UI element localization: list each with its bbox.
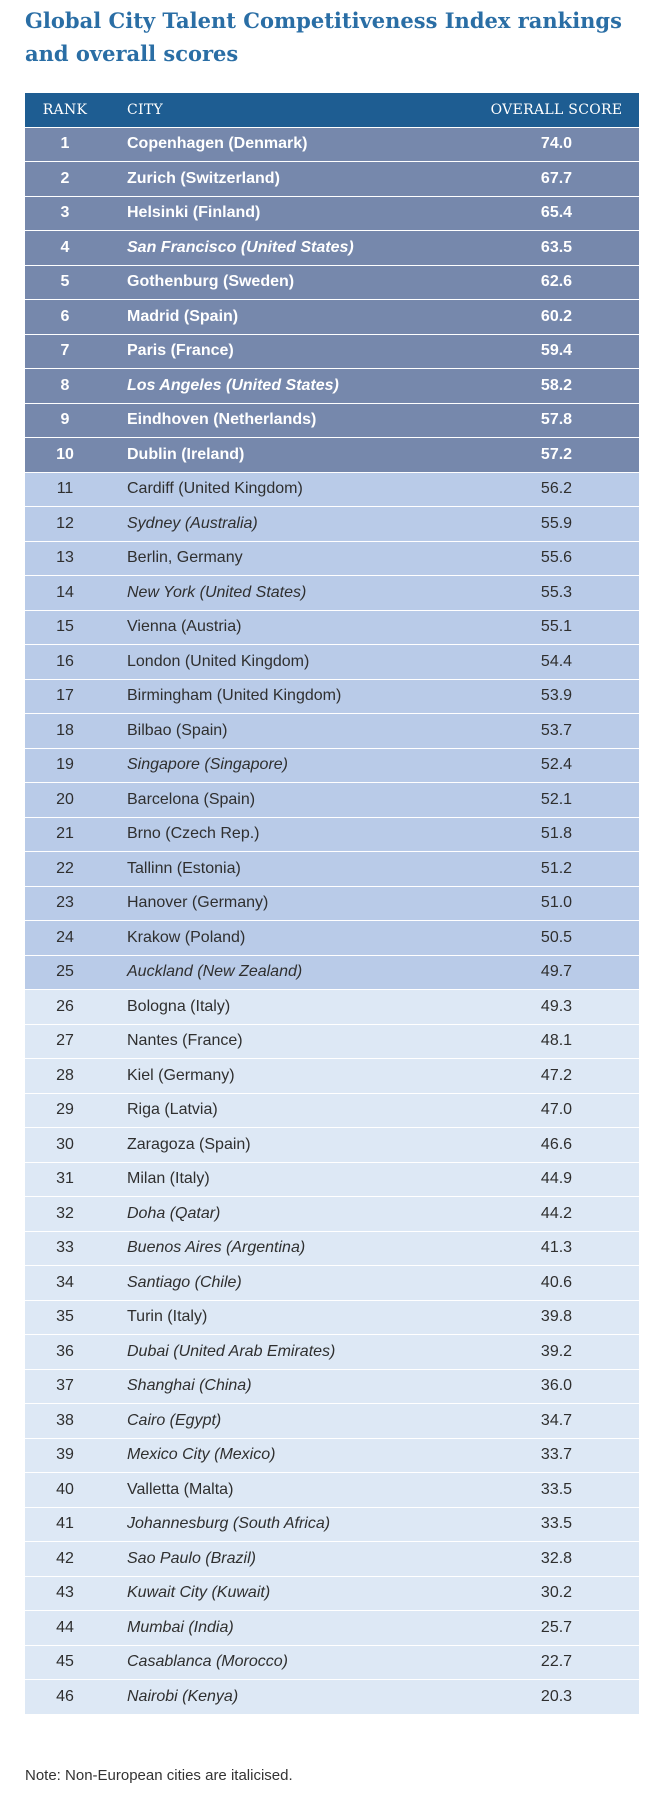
city-cell: Dublin (Ireland) xyxy=(127,445,245,463)
table-row xyxy=(25,1197,639,1232)
header-score: OVERALL SCORE xyxy=(490,101,623,118)
table-row xyxy=(25,300,639,335)
score-cell: 34.7 xyxy=(540,1411,573,1429)
city-cell: Santiago (Chile) xyxy=(127,1273,242,1291)
rank-cell: 40 xyxy=(56,1480,74,1498)
city-cell: Los Angeles (United States) xyxy=(127,376,339,394)
city-cell: San Francisco (United States) xyxy=(127,238,354,256)
city-cell: Zaragoza (Spain) xyxy=(127,1135,251,1153)
table-row xyxy=(25,1370,639,1405)
rank-cell: 44 xyxy=(56,1618,74,1636)
score-cell: 58.2 xyxy=(540,376,573,394)
city-cell: Riga (Latvia) xyxy=(127,1101,218,1119)
city-cell: Bologna (Italy) xyxy=(127,997,231,1015)
score-cell: 53.7 xyxy=(540,721,573,739)
score-cell: 55.9 xyxy=(540,514,573,532)
page-title: Global City Talent Competitiveness Index rankings and overall scores xyxy=(25,8,622,66)
city-cell: London (United Kingdom) xyxy=(127,652,310,670)
rank-cell: 46 xyxy=(56,1687,74,1705)
city-cell: Nantes (France) xyxy=(127,1032,243,1050)
score-cell: 65.4 xyxy=(540,204,573,222)
table-row xyxy=(25,818,639,853)
table-row xyxy=(25,990,639,1025)
table-row xyxy=(25,1301,639,1336)
city-cell: Gothenburg (Sweden) xyxy=(127,273,295,291)
table-row xyxy=(25,404,639,439)
city-cell: Helsinki (Finland) xyxy=(127,204,261,222)
score-cell: 74.0 xyxy=(540,135,573,153)
rank-cell: 29 xyxy=(56,1101,74,1119)
city-cell: Auckland (New Zealand) xyxy=(127,963,303,981)
table-row xyxy=(25,645,639,680)
score-cell: 41.3 xyxy=(540,1239,573,1257)
city-cell: Mexico City (Mexico) xyxy=(127,1446,276,1464)
table-row xyxy=(25,749,639,784)
rank-cell: 6 xyxy=(60,307,70,325)
rank-cell: 8 xyxy=(60,376,70,394)
rank-cell: 37 xyxy=(56,1377,74,1395)
score-cell: 44.2 xyxy=(540,1204,573,1222)
rank-cell: 41 xyxy=(56,1515,74,1533)
city-cell: Birmingham (United Kingdom) xyxy=(127,687,342,705)
city-cell: Cairo (Egypt) xyxy=(127,1411,222,1429)
rank-cell: 13 xyxy=(56,549,74,567)
rank-cell: 3 xyxy=(60,204,70,222)
rank-cell: 38 xyxy=(56,1411,74,1429)
city-cell: Paris (France) xyxy=(127,342,234,360)
city-cell: Kuwait City (Kuwait) xyxy=(127,1584,271,1602)
footnote: Note: Non-European cities are italicised. xyxy=(25,1767,293,1784)
city-cell: Kiel (Germany) xyxy=(127,1066,235,1084)
city-cell: Buenos Aires (Argentina) xyxy=(127,1239,306,1257)
score-cell: 57.2 xyxy=(540,445,573,463)
table-row xyxy=(25,611,639,646)
rank-cell: 17 xyxy=(56,687,74,705)
rank-cell: 43 xyxy=(56,1584,74,1602)
city-cell: Hanover (Germany) xyxy=(127,894,269,912)
table-row xyxy=(25,128,639,163)
rank-cell: 11 xyxy=(56,480,74,498)
table-row xyxy=(25,1542,639,1577)
rank-cell: 28 xyxy=(56,1066,74,1084)
table-row xyxy=(25,1163,639,1198)
score-cell: 39.8 xyxy=(540,1308,573,1326)
score-cell: 30.2 xyxy=(540,1584,573,1602)
score-cell: 47.2 xyxy=(540,1066,573,1084)
score-cell: 39.2 xyxy=(540,1342,573,1360)
score-cell: 47.0 xyxy=(540,1101,573,1119)
city-cell: Sydney (Australia) xyxy=(127,514,258,532)
table-row xyxy=(25,1232,639,1267)
table-row xyxy=(25,231,639,266)
score-cell: 52.1 xyxy=(540,790,573,808)
score-cell: 52.4 xyxy=(540,756,573,774)
table-row xyxy=(25,852,639,887)
score-cell: 55.6 xyxy=(540,549,573,567)
rank-cell: 36 xyxy=(56,1342,74,1360)
city-cell: Milan (Italy) xyxy=(127,1170,210,1188)
table-row xyxy=(25,1646,639,1681)
city-cell: Doha (Qatar) xyxy=(127,1204,221,1222)
rank-cell: 7 xyxy=(60,342,70,360)
table-row xyxy=(25,197,639,232)
score-cell: 51.0 xyxy=(540,894,573,912)
table-row xyxy=(25,1473,639,1508)
city-cell: Mumbai (India) xyxy=(127,1618,234,1636)
city-cell: Bilbao (Spain) xyxy=(127,721,228,739)
city-cell: New York (United States) xyxy=(127,583,307,601)
table-header xyxy=(25,93,639,128)
rank-cell: 32 xyxy=(56,1204,74,1222)
score-cell: 51.2 xyxy=(540,859,573,877)
rank-cell: 33 xyxy=(56,1239,74,1257)
score-cell: 59.4 xyxy=(540,342,573,360)
score-cell: 49.3 xyxy=(540,997,573,1015)
rank-cell: 15 xyxy=(56,618,74,636)
score-cell: 44.9 xyxy=(540,1170,573,1188)
city-cell: Vienna (Austria) xyxy=(127,618,242,636)
rank-cell: 22 xyxy=(56,859,74,877)
city-cell: Madrid (Spain) xyxy=(127,307,239,325)
rank-cell: 10 xyxy=(56,445,74,463)
table-row xyxy=(25,335,639,370)
city-cell: Valletta (Malta) xyxy=(127,1480,234,1498)
rank-cell: 2 xyxy=(60,169,70,187)
rank-cell: 42 xyxy=(56,1549,74,1567)
score-cell: 67.7 xyxy=(540,169,573,187)
table-row xyxy=(25,1059,639,1094)
score-cell: 25.7 xyxy=(540,1618,573,1636)
rank-cell: 31 xyxy=(56,1170,74,1188)
table-row xyxy=(25,887,639,922)
rank-cell: 14 xyxy=(56,583,74,601)
score-cell: 63.5 xyxy=(540,238,573,256)
table-row xyxy=(25,1128,639,1163)
table-row xyxy=(25,956,639,991)
table-row xyxy=(25,714,639,749)
rank-cell: 16 xyxy=(56,652,74,670)
score-cell: 56.2 xyxy=(540,480,573,498)
table-row xyxy=(25,1335,639,1370)
score-cell: 55.1 xyxy=(540,618,573,636)
rank-cell: 21 xyxy=(56,825,74,843)
score-cell: 46.6 xyxy=(540,1135,573,1153)
city-cell: Singapore (Singapore) xyxy=(127,756,288,774)
city-cell: Dubai (United Arab Emirates) xyxy=(127,1342,336,1360)
city-cell: Krakow (Poland) xyxy=(127,928,246,946)
score-cell: 49.7 xyxy=(540,963,573,981)
city-cell: Cardiff (United Kingdom) xyxy=(127,480,303,498)
score-cell: 36.0 xyxy=(540,1377,573,1395)
table-row xyxy=(25,1404,639,1439)
rankings-table xyxy=(25,93,639,1714)
table-row xyxy=(25,542,639,577)
table-row xyxy=(25,921,639,956)
score-cell: 57.8 xyxy=(540,411,573,429)
score-cell: 51.8 xyxy=(540,825,573,843)
rank-cell: 23 xyxy=(56,894,74,912)
rank-cell: 27 xyxy=(56,1032,74,1050)
table-row xyxy=(25,473,639,508)
table-row xyxy=(25,507,639,542)
table-row xyxy=(25,1508,639,1543)
city-cell: Barcelona (Spain) xyxy=(127,790,256,808)
table-row xyxy=(25,783,639,818)
score-cell: 32.8 xyxy=(540,1549,573,1567)
rank-cell: 5 xyxy=(60,273,70,291)
rank-cell: 35 xyxy=(56,1308,74,1326)
rank-cell: 30 xyxy=(56,1135,74,1153)
rank-cell: 20 xyxy=(56,790,74,808)
table-row xyxy=(25,369,639,404)
header-city: CITY xyxy=(127,101,164,118)
city-cell: Sao Paulo (Brazil) xyxy=(127,1549,256,1567)
rank-cell: 39 xyxy=(56,1446,74,1464)
score-cell: 50.5 xyxy=(540,928,573,946)
header-rank: RANK xyxy=(42,101,88,118)
table-body xyxy=(25,128,639,1714)
table-row xyxy=(25,162,639,197)
table-row xyxy=(25,680,639,715)
city-cell: Nairobi (Kenya) xyxy=(127,1687,239,1705)
score-cell: 33.5 xyxy=(540,1480,573,1498)
city-cell: Johannesburg (South Africa) xyxy=(127,1515,331,1533)
city-cell: Tallinn (Estonia) xyxy=(127,859,241,877)
rank-cell: 4 xyxy=(60,238,70,256)
score-cell: 60.2 xyxy=(540,307,573,325)
score-cell: 20.3 xyxy=(540,1687,573,1705)
score-cell: 33.5 xyxy=(540,1515,573,1533)
table-row xyxy=(25,438,639,473)
table-row xyxy=(25,1439,639,1474)
rank-cell: 34 xyxy=(56,1273,74,1291)
table-row xyxy=(25,1266,639,1301)
city-cell: Zurich (Switzerland) xyxy=(127,169,280,187)
rank-cell: 12 xyxy=(56,514,74,532)
rank-cell: 1 xyxy=(60,135,70,153)
city-cell: Brno (Czech Rep.) xyxy=(127,825,260,843)
rank-cell: 19 xyxy=(56,756,74,774)
score-cell: 33.7 xyxy=(540,1446,573,1464)
city-cell: Shanghai (China) xyxy=(127,1377,252,1395)
score-cell: 22.7 xyxy=(540,1653,573,1671)
rank-cell: 9 xyxy=(60,411,70,429)
score-cell: 54.4 xyxy=(540,652,573,670)
table-row xyxy=(25,1680,639,1714)
table-row xyxy=(25,1025,639,1060)
city-cell: Eindhoven (Netherlands) xyxy=(127,411,317,429)
score-cell: 48.1 xyxy=(540,1032,573,1050)
rank-cell: 18 xyxy=(56,721,74,739)
table-row xyxy=(25,266,639,301)
score-cell: 53.9 xyxy=(540,687,573,705)
city-cell: Casablanca (Morocco) xyxy=(127,1653,288,1671)
score-cell: 40.6 xyxy=(540,1273,573,1291)
table-row xyxy=(25,576,639,611)
rank-cell: 25 xyxy=(56,963,74,981)
city-cell: Copenhagen (Denmark) xyxy=(127,135,308,153)
city-cell: Berlin, Germany xyxy=(127,549,243,567)
score-cell: 55.3 xyxy=(540,583,573,601)
rank-cell: 45 xyxy=(56,1653,74,1671)
table-row xyxy=(25,1094,639,1129)
rank-cell: 24 xyxy=(56,928,74,946)
score-cell: 62.6 xyxy=(540,273,573,291)
table-row xyxy=(25,1577,639,1612)
table-row xyxy=(25,1611,639,1646)
city-cell: Turin (Italy) xyxy=(127,1308,208,1326)
rank-cell: 26 xyxy=(56,997,74,1015)
